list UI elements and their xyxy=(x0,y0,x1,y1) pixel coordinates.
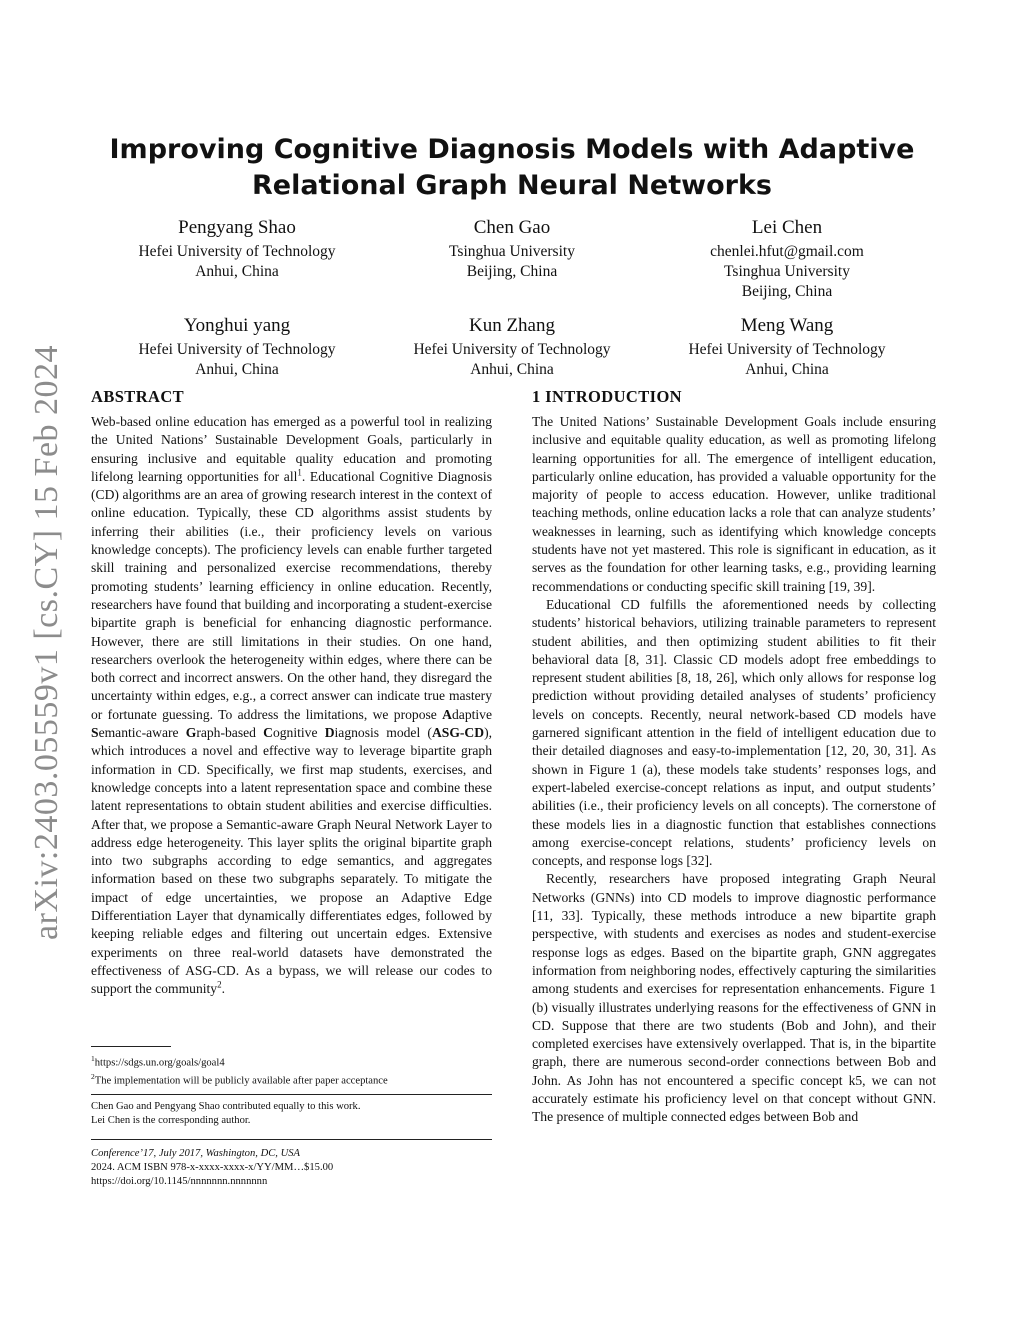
acronym-letter: C xyxy=(263,725,273,741)
intro-paragraph: Recently, researchers have proposed integrating Graph Neural Networks (GNNs) into CD models to improve diagnostic performance [11, 33]. Typically, these methods introduce a new bipartite graph perspective, with students and exercises as nodes and student-exercise response logs as edges. Based on the bipartite graph, GNN aggregates information from neighboring nodes, effectively capturing the similarities among students and exercises for representation enhancements. Figure 1 (b) visually illustrates underlying reasons for the effectiveness of GNN in CD. Suppose that there are two students (Bob and John), and their completed exercises have extensively overlapped. That is, in the bipartite graph, there are numerous second-order connections between Bob and John. As John has not encountered a specific concept k5, we can not accurately estimate his proficiency level on that concept without GNN. The presence of multiple connected edges between Bob and xyxy=(532,871,936,1125)
conference-isbn: 2024. ACM ISBN 978-x-xxxx-xxxx-x/YY/MM…$15.00 xyxy=(91,1162,334,1173)
author-location: Anhui, China xyxy=(195,361,279,378)
author-name: Yonghui yang xyxy=(183,315,291,336)
abstract-body xyxy=(91,413,492,999)
author-block xyxy=(367,314,657,380)
abstract-text: . Educational Cognitive Diagnosis (CD) algorithms are an area of growing research interest in the context of online education. Typically, these CD algorithms assist students by inferring their abilities (i.e., their proficiency levels on various knowledge concepts). The proficiency levels can enable further targeted skill training and personalized exercise recommendations, thereby promoting students’ learning efficiency in online education. Recently, researchers have found that building and incorporating a student-exercise bipartite graph is beneficial for enhancing diagnostic performance. However, there are still limitations in their studies. On one hand, researchers overlook the heterogeneity within edges, where there can be both correct and incorrect answers. On the other hand, they disregard the uncertainty within edges, e.g., a correct answer can indicate true mastery or fortunate guessing. To address the limitations, we propose xyxy=(91,468,492,722)
contribution-note xyxy=(91,1100,492,1128)
introduction-heading: 1 INTRODUCTION xyxy=(532,387,682,406)
abstract-text: Web-based online education has emerged as a powerful tool in realizing the United Nations’ Sustainable Development Goals, particularly in ensuring inclusive and equitable quality education and promoting lifelong learning opportunities for all xyxy=(91,414,492,484)
author-name: Lei Chen xyxy=(751,217,823,238)
author-name: Meng Wang xyxy=(740,315,834,336)
acronym-letter: S xyxy=(91,725,99,741)
intro-paragraph: The United Nations’ Sustainable Development Goals include ensuring inclusive and equitable quality education, as well as promoting lifelong learning opportunities for all. The emergence of intelligent education, particularly online education, has provided a valuable opportunity for the majority of people to access education. However, unlike traditional teaching methods, online education lacks a role that can analyze students’ weaknesses in learning, such as identifying which knowledge concepts students have not yet mastered. This role is significant in education, as it serves as the foundation for other learning tasks, e.g., providing learning recommendations or conducting specific skill training [19, 39]. xyxy=(532,414,936,594)
intro-paragraph: Educational CD fulfills the aforementioned needs by collecting students’ historical behaviors, utilizing trainable parameters to represent student abilities, and then optimizing student abilities to fit their behavioral data [8, 31]. Classic CD models adopt free embeddings to represent student abilities [8, 18, 26], which only allows for response log prediction without providing detailed analyses of students’ proficiency levels on concepts. Recently, neural network-based CD models have garnered significant attention in the field of intelligent education due to their detailed diagnoses and easy-to-implementation [12, 20, 30, 31]. As shown in Figure 1 (a), these models take students’ responses logs, and expert-labeled exercise-concept relations as input, and output students’ abilities (i.e., their proficiency levels on all concepts). The cornerstone of these models lies in a diagnostic function that establishes connections among exercise-concept relations, students’ proficiency levels on concepts, and response logs [32]. xyxy=(532,596,936,869)
author-affiliation: Hefei University of Technology xyxy=(138,243,336,260)
conference-doi[interactable]: https://doi.org/10.1145/nnnnnnn.nnnnnnn xyxy=(91,1176,268,1187)
footnote-text: The implementation will be publicly available after paper acceptance xyxy=(94,1075,388,1087)
abstract-heading: ABSTRACT xyxy=(91,387,185,406)
acronym-rest: raph-based xyxy=(196,725,264,741)
author-affiliation: Hefei University of Technology xyxy=(688,341,886,358)
footnotes xyxy=(91,1052,492,1088)
author-location: Beijing, China xyxy=(466,263,558,280)
arxiv-identifier: arXiv:2403.05559v1 [cs.CY] 15 Feb 2024 xyxy=(28,344,65,940)
author-block xyxy=(642,314,932,380)
author-block xyxy=(92,314,382,380)
author-location: Anhui, China xyxy=(470,361,554,378)
conference-info xyxy=(91,1147,492,1189)
author-name: Pengyang Shao xyxy=(178,217,296,238)
author-email[interactable]: chenlei.hfut@gmail.com xyxy=(710,243,864,260)
author-location: Anhui, China xyxy=(745,361,829,378)
abstract-text: ), which introduces a novel and effective way to leverage bipartite graph information in CD. Specifically, we first map students, exercises, and knowledge concepts into a latent representation space and combine these latent representations to obtain student abilities and exercise difficulties. After that, we propose a Semantic-aware Graph Neural Network Layer to address edge heterogeneity. This layer splits the original bipartite graph into two subgraphs according to edge semantics, and aggregates information based on these two subgraphs separately. To mitigate the impact of edge uncertainties, we propose an Adaptive Edge Differentiation Layer that dynamically differentiates edges, followed by keeping reliable edges and filtering out uncertain edges. Extensive experiments on three real-world datasets have demonstrated the effectiveness of ASG-CD. As a bypass, we will release our codes to support the community xyxy=(91,725,492,997)
author-location: Anhui, China xyxy=(195,263,279,280)
author-affiliation: Tsinghua University xyxy=(449,243,575,260)
footnote-link[interactable]: https://sdgs.un.org/goals/goal4 xyxy=(94,1057,225,1069)
acronym-rest: ognitive xyxy=(272,725,325,741)
corresponding-author-line: Lei Chen is the corresponding author. xyxy=(91,1115,251,1126)
footnote-mark: 1 xyxy=(91,1054,95,1063)
author-name: Chen Gao xyxy=(473,217,551,238)
abstract-text: . xyxy=(221,981,226,997)
paper-title: Improving Cognitive Diagnosis Models with Adaptive Relational Graph Neural Networks xyxy=(109,134,915,201)
contribution-rule xyxy=(91,1094,492,1095)
footnote-rule xyxy=(91,1046,171,1047)
author-location: Beijing, China xyxy=(741,283,833,300)
author-name: Kun Zhang xyxy=(468,315,555,336)
footnote-marker[interactable]: 1 xyxy=(297,467,302,478)
acronym-letter: D xyxy=(324,725,335,741)
conference-venue: Conference’17, July 2017, Washington, DC, USA xyxy=(91,1148,301,1159)
author-block xyxy=(642,216,932,302)
acronym-letter: A xyxy=(442,706,452,722)
author-affiliation: Hefei University of Technology xyxy=(138,341,336,358)
model-acronym: ASG-CD xyxy=(431,725,485,741)
author-affiliation: Hefei University of Technology xyxy=(413,341,611,358)
acronym-letter: G xyxy=(185,725,197,741)
footnote-item xyxy=(91,1052,492,1070)
footnote-marker[interactable]: 2 xyxy=(217,979,222,990)
acronym-rest: daptive xyxy=(451,706,492,722)
acronym-rest: iagnosis xyxy=(334,725,380,741)
footnote-item xyxy=(91,1070,492,1088)
author-affiliation: Tsinghua University xyxy=(724,263,850,280)
contribution-line: Chen Gao and Pengyang Shao contributed equally to this work. xyxy=(91,1101,361,1112)
acronym-rest: emantic-aware xyxy=(98,725,186,741)
conference-rule xyxy=(91,1139,492,1140)
author-block xyxy=(367,216,657,282)
abstract-text: model ( xyxy=(379,725,432,741)
author-block xyxy=(92,216,382,282)
footnote-mark: 2 xyxy=(91,1072,95,1082)
introduction-body xyxy=(532,413,936,1127)
